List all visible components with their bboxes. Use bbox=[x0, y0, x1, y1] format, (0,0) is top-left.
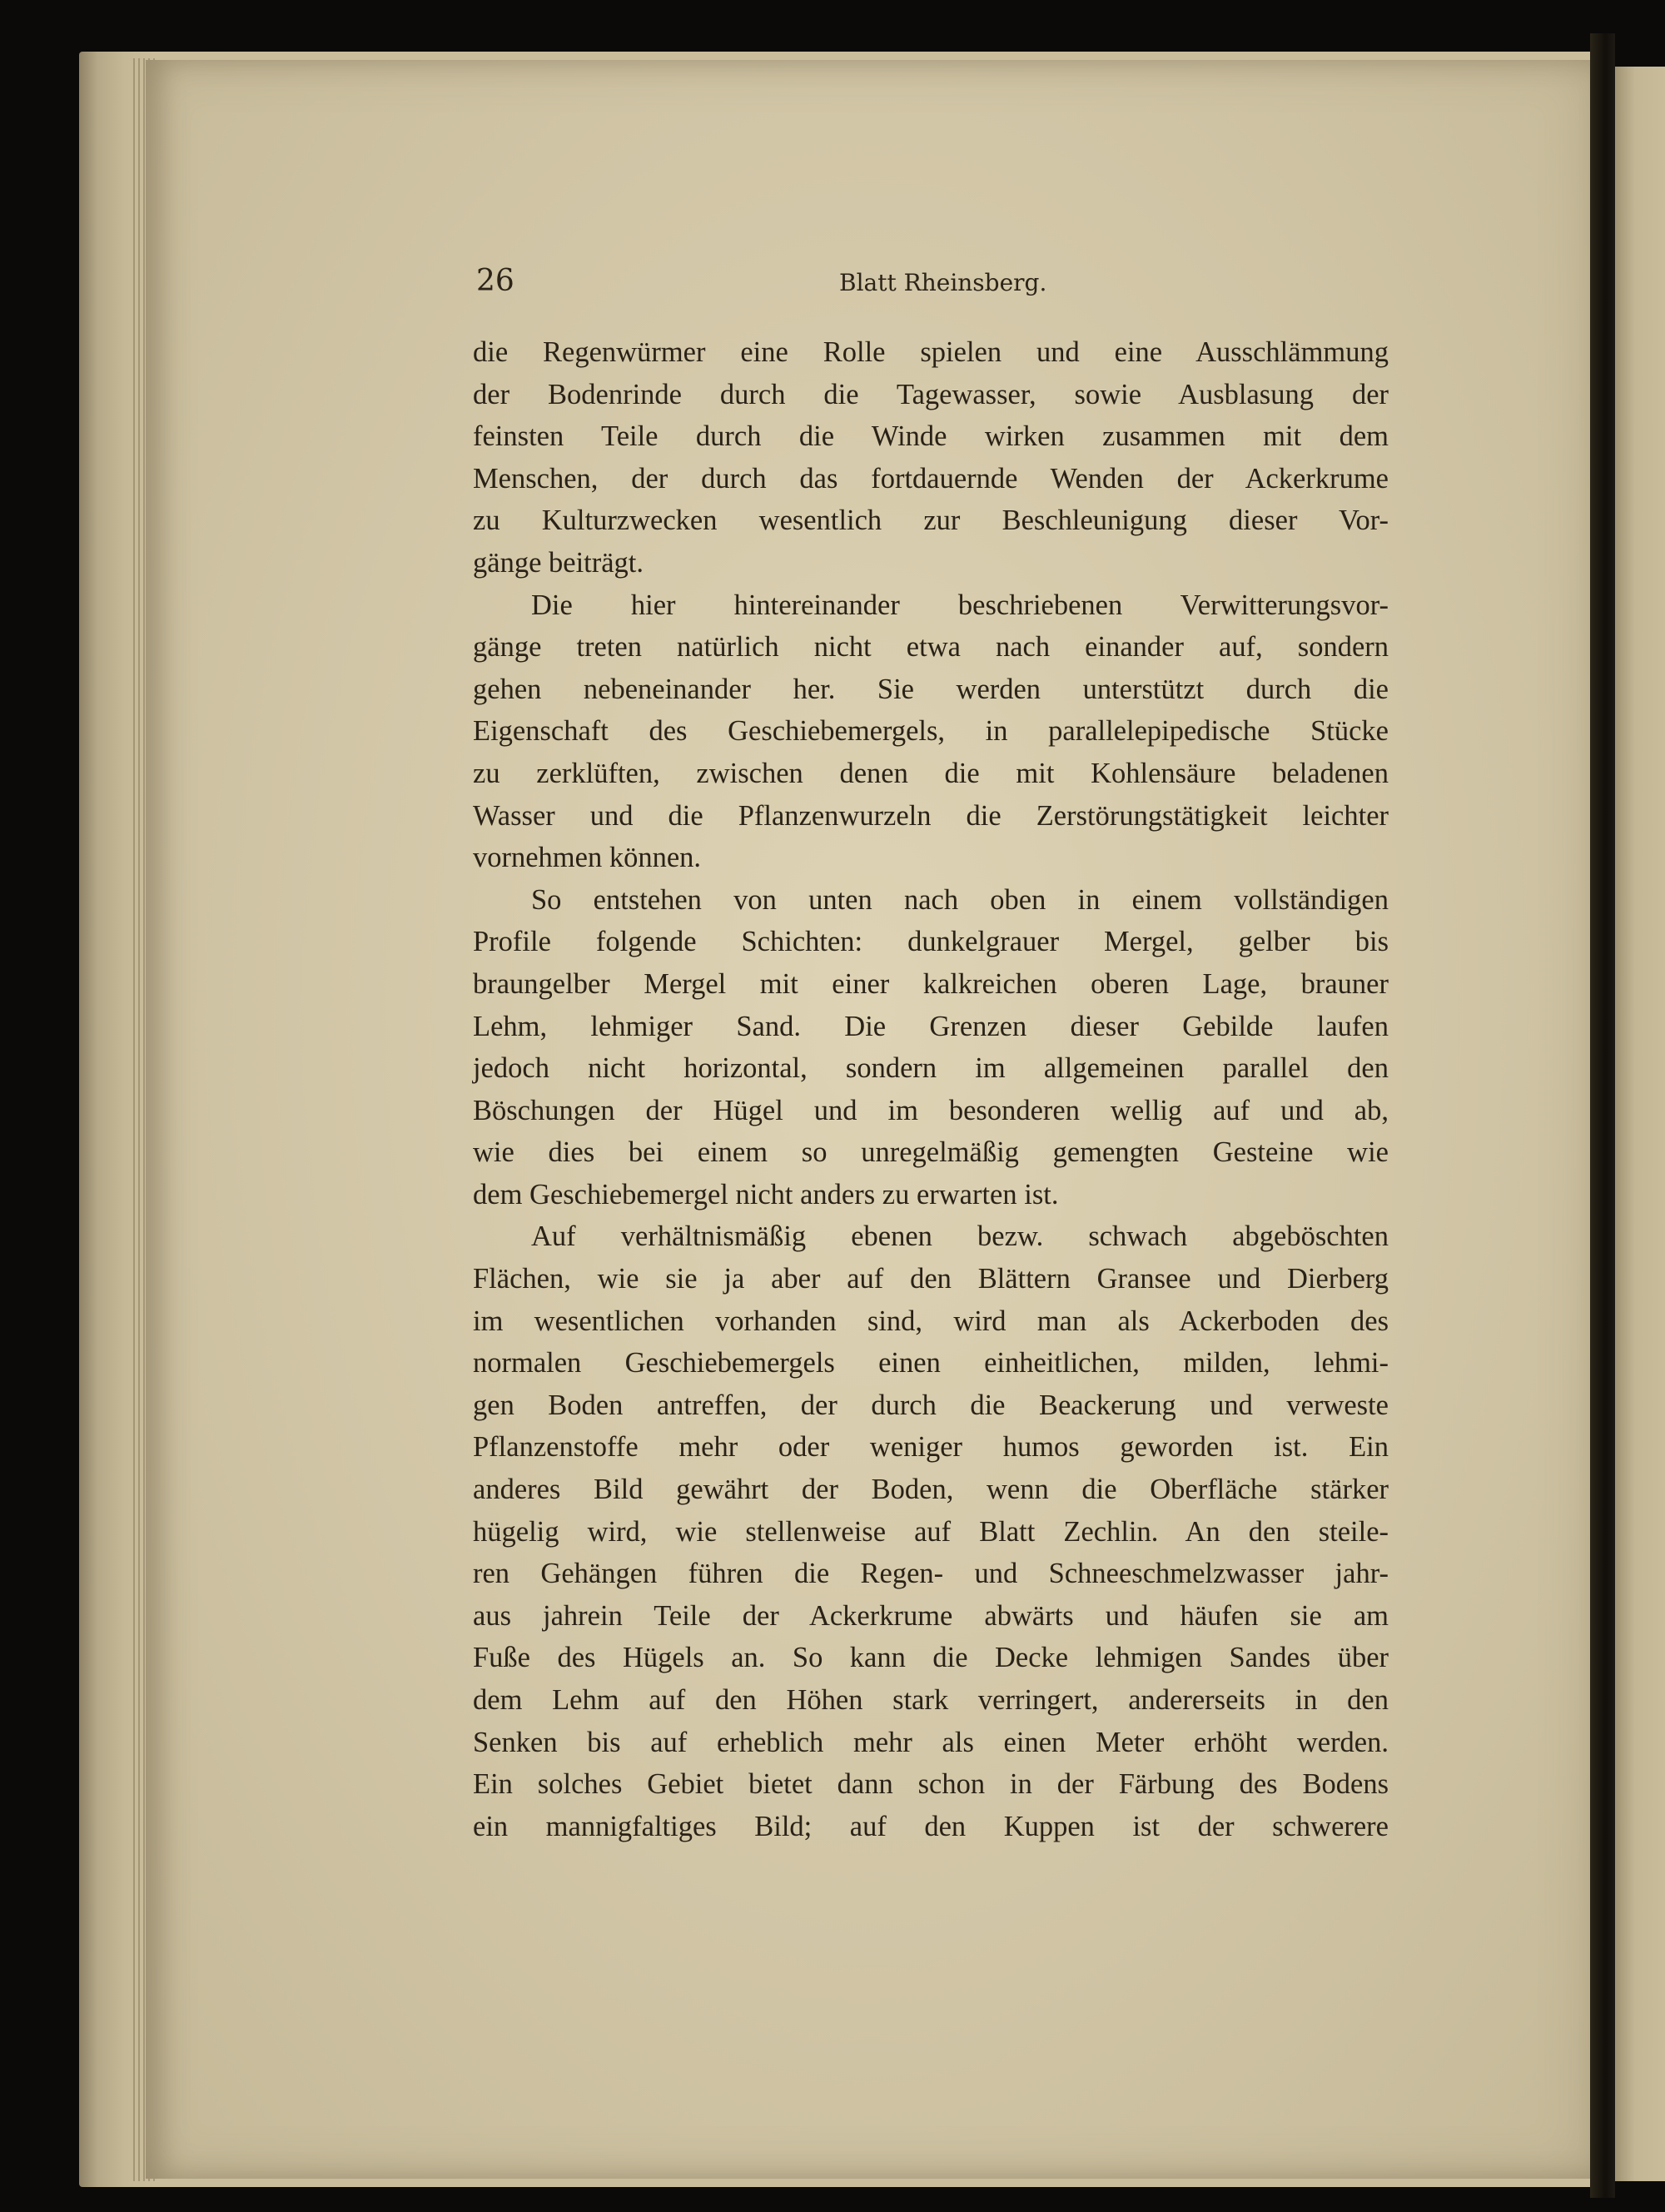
text-line: Auf verhältnismäßig ebenen bezw. schwach abgeböschten bbox=[531, 1220, 1389, 1253]
text-line: Profile folgende Schichten: dunkelgrauer Mergel, gelber bis bbox=[473, 926, 1389, 958]
text-line: Lehm, lehmiger Sand. Die Grenzen dieser Gebilde laufen bbox=[473, 1010, 1389, 1042]
text-line: Flächen, wie sie ja aber auf den Blättern Gransee und Dierberg bbox=[473, 1263, 1389, 1295]
book-gutter bbox=[1590, 33, 1615, 2198]
text-line: braungelber Mergel mit einer kalkreichen oberen Lage, brauner bbox=[473, 967, 1389, 1000]
text-line: Eigenschaft des Geschiebemergels, in parallelepipedische Stücke bbox=[473, 715, 1389, 748]
text-line: hügelig wird, wie stellenweise auf Blatt Zechlin. An den steile- bbox=[473, 1515, 1389, 1548]
text-line: dem Lehm auf den Höhen stark verringert, andererseits in den bbox=[473, 1684, 1389, 1716]
body-text bbox=[473, 331, 1389, 1847]
text-line: zu Kulturzwecken wesentlich zur Beschleunigung dieser Vor- bbox=[473, 505, 1389, 537]
text-line: anderes Bild gewährt der Boden, wenn die Oberfläche stärker bbox=[473, 1474, 1389, 1506]
page-header bbox=[473, 265, 1389, 306]
text-line: Ein solches Gebiet bietet dann schon in der Färbung des Bodens bbox=[473, 1768, 1389, 1801]
page-number: 26 bbox=[476, 264, 514, 298]
text-line: ren Gehängen führen die Regen- und Schneeschmelzwasser jahr- bbox=[473, 1558, 1389, 1590]
text-line: Pflanzenstoffe mehr oder weniger humos geworden ist. Ein bbox=[473, 1431, 1389, 1464]
text-line: vornehmen können. bbox=[473, 842, 702, 874]
text-line: Menschen, der durch das fortdauernde Wenden der Ackerkrume bbox=[473, 462, 1389, 495]
text-line: normalen Geschiebemergels einen einheitlichen, milden, lehmi- bbox=[473, 1347, 1389, 1379]
text-line: aus jahrein Teile der Ackerkrume abwärts und häufen sie am bbox=[473, 1599, 1389, 1632]
text-line: Senken bis auf erheblich mehr als einen Meter erhöht werden. bbox=[473, 1726, 1389, 1758]
text-line: Fuße des Hügels an. So kann die Decke lehmigen Sandes über bbox=[473, 1642, 1389, 1674]
facing-page-edge bbox=[1615, 67, 1665, 2181]
text-line: Böschungen der Hügel und im besonderen wellig auf und ab, bbox=[473, 1094, 1389, 1126]
text-line: gänge treten natürlich nicht etwa nach einander auf, sondern bbox=[473, 631, 1389, 664]
text-line: die Regenwürmer eine Rolle spielen und eine Ausschlämmung bbox=[473, 336, 1389, 368]
text-line: Die hier hintereinander beschriebenen Verwitterungsvor- bbox=[531, 589, 1389, 621]
text-line: gänge beiträgt. bbox=[473, 546, 644, 579]
text-line: gen Boden antreffen, der durch die Beackerung und verweste bbox=[473, 1389, 1389, 1421]
text-line: der Bodenrinde durch die Tagewasser, sowie Ausblasung der bbox=[473, 378, 1389, 410]
text-line: wie dies bei einem so unregelmäßig gemengten Gesteine wie bbox=[473, 1136, 1389, 1169]
text-line: ein mannigfaltiges Bild; auf den Kuppen ist der schwerere bbox=[473, 1810, 1389, 1842]
running-head: Blatt Rheinsberg. bbox=[839, 269, 1047, 296]
text-line: feinsten Teile durch die Winde wirken zusammen mit dem bbox=[473, 420, 1389, 453]
text-line: Wasser und die Pflanzenwurzeln die Zerstörungstätigkeit leichter bbox=[473, 799, 1389, 832]
text-line: jedoch nicht horizontal, sondern im allgemeinen parallel den bbox=[473, 1052, 1389, 1085]
text-line: dem Geschiebemergel nicht anders zu erwarten ist. bbox=[473, 1178, 1059, 1210]
text-line: gehen nebeneinander her. Sie werden unterstützt durch die bbox=[473, 673, 1389, 705]
text-line: So entstehen von unten nach oben in einem vollständigen bbox=[531, 883, 1389, 916]
text-line: im wesentlichen vorhanden sind, wird man als Ackerboden des bbox=[473, 1305, 1389, 1337]
text-line: zu zerklüften, zwischen denen die mit Kohlensäure beladenen bbox=[473, 757, 1389, 789]
